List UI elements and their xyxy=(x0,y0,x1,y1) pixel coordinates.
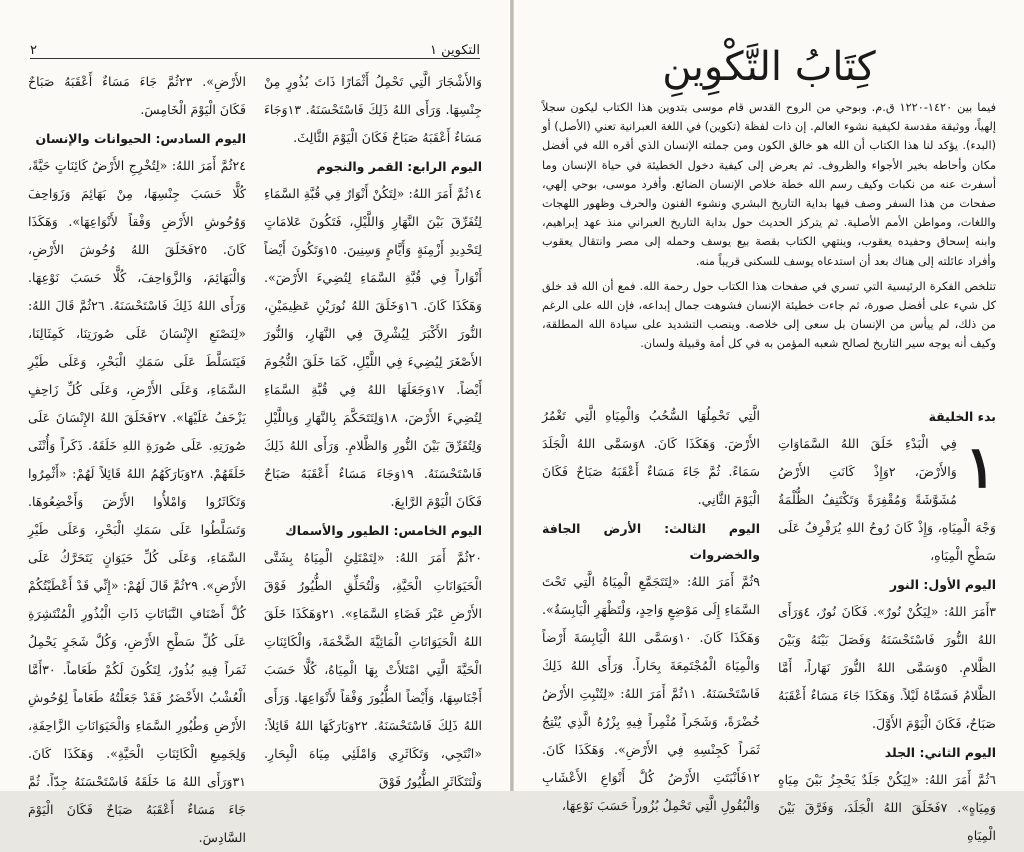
verse-paragraph: ٢٤ثُمَّ أَمَرَ اللهُ: «لِتُخْرِجِ الأَرْضُ كَائِنَاتٍ حَيَّةً، كُلًّا حَسَبَ جِنْسِهَا، مِنْ بَهَائِمَ وَزَوَاحِفَ وَوُحُوشِ الأَرْضِ وَفْقاً لأَنْوَاعِهَا». وَهَكَذَا كَانَ. ٢٥فَخَلَقَ اللهُ وُحُوشَ الأَرْضِ، وَالْبَهَائِمَ، وَالزَّوَاحِفَ، كُلًّا حَسَبَ نَوْعِهَا. وَرَأَى اللهُ ذَلِكَ فَاسْتَحْسَنَهُ. ٢٦ثُمَّ قَالَ اللهُ: «لِنَصْنَعِ الإِنْسَانَ عَلَى صُورَتِنَا، كَمِثَالِنَا، فَيَتَسَلَّطَ عَلَى سَمَكِ الْبَحْرِ، وَعَلَى طَيْرِ السَّمَاءِ، وَعَلَى الأَرْضِ، وَعَلَى كُلِّ زَاحِفٍ يَزْحَفُ عَلَيْهَا». ٢٧فَخَلَقَ اللهُ الإِنْسَانَ عَلَى صُورَتِهِ. عَلَى صُورَةِ اللهِ خَلَقَهُ. ذَكَراً وَأُنْثَى خَلَقَهُمْ. ٢٨وَبَارَكَهُمُ اللهُ قَائِلاً لَهُمْ: «أَثْمِرُوا وَتَكَاثَرُوا وَامْلأُوا الأَرْضَ وَأَخْضِعُوهَا. وَتَسَلَّطُوا عَلَى سَمَكِ الْبَحْرِ، وَعَلَى طَيْرِ السَّمَاءِ، وَعَلَى كُلِّ حَيَوَانٍ يَتَحَرَّكُ عَلَى الأَرْضِ». ٢٩ثُمَّ قَالَ لَهُمْ: «إِنِّي قَدْ أَعْطَيْتُكُمْ كُلَّ أَصْنَافِ النَّبَاتَاتِ ذَاتِ الْبُذُورِ الْمُنْتَشِرَةِ عَلَى كُلِّ سَطْحِ الأَرْضِ، وَكُلَّ شَجَرٍ يَحْمِلُ ثَمَراً فِيهِ بُذُورٌ، لِتَكُونَ لَكُمْ طَعَاماً. ٣٠أَمَّا الْعُشْبُ الأَخْضَرُ فَقَدْ جَعَلْتُهُ طَعَاماً لِوُحُوشِ الأَرْضِ وَطُيُورِ السَّمَاءِ وَالْحَيَوَانَاتِ الزَّاحِفَةِ، وَلِجَمِيعِ الْكَائِنَاتِ الْحَيَّةِ». وَهَكَذَا كَانَ. ٣١وَرَأَى اللهُ مَا خَلَقَهُ فَاسْتَحْسَنَهُ جِدّاً. ثُمَّ جَاءَ مَسَاءٌ أَعْقَبَهُ صَبَاحٌ فَكَانَ الْيَوْمَ السَّادِسَ. xyxy=(28,158,247,845)
verse-paragraph: فِي الْبَدْءِ خَلَقَ اللهُ السَّمَاوَاتِ وَالأَرْضَ، ٢وَإِذْ كَانَتِ الأَرْضُ مُشَوَّشَةً وَمُقْفِرَةً وَتَكْتَنِفُ الظُّلْمَةُ وَجْهَ الْمِيَاهِ، وَإِذْ كَانَ رُوحُ اللهِ يُرَفْرِفُ عَلَى سَطْحِ الْمِيَاهِ، xyxy=(778,436,996,563)
book-introduction xyxy=(542,98,996,360)
section-heading: اليوم الثاني: الجلد xyxy=(884,745,996,760)
text-column-left xyxy=(28,68,247,845)
text-column-left xyxy=(542,402,760,813)
section-heading: اليوم الأول: النور xyxy=(889,577,996,592)
verse-paragraph: ٣أَمَرَ اللهُ: «لِيَكُنْ نُورٌ». فَكَانَ نُورٌ، ٤وَرَأَى اللهُ النُّورَ فَاسْتَحْسَنَهُ وَفَصَلَ بَيْنَهُ وَبَيْنَ الظَّلامِ. ٥وَسَمَّى اللهُ النُّورَ نَهَاراً، أَمَّا الظَّلامُ فَسَمَّاهُ لَيْلاً. وَهَكَذَا جَاءَ مَسَاءٌ أَعْقَبَهُ صَبَاحٌ، فَكَانَ الْيَوْمَ الأَوَّلَ. xyxy=(778,604,996,731)
intro-paragraph: تتلخص الفكرة الرئيسية التي تسري في صفحات هذا الكتاب حول رحمة الله. فمع أن الله قد خلق كل شيء على أفضل صورة، ثم جاءت خطيئة الإنسان فشوهت جمال إبداعه، فإن الله على الرغم من ذلك، لم ييأس من الإنسان بل سعى إلى خلاصه. وينصب التشديد على سيادة الله المطلقة، وكيف أنه يوجه سير التاريخ لصالح شعبه المؤمن به في كل أمة وقبيلة ولسان. xyxy=(542,279,996,351)
section-heading: اليوم الرابع: القمر والنجوم xyxy=(316,159,482,174)
left-page-columns xyxy=(28,68,483,845)
running-head xyxy=(30,40,480,59)
verse-paragraph: ١٤ثُمَّ أَمَرَ اللهُ: «لِتَكُنْ أَنْوَارٌ فِي قُبَّةِ السَّمَاءِ لِتُفَرِّقَ بَيْنَ النَّهَارِ وَاللَّيْلِ، فَتَكُونَ عَلامَاتٍ لِتَحْدِيدِ أَزْمِنَةٍ وَأَيَّامٍ وَسِنِينَ. ١٥وَتَكُونَ أَيْضاً أَنْوَاراً فِي قُبَّةِ السَّمَاءِ لِتُضِيءَ الأَرْضَ». وَهَكَذَا كَانَ. ١٦وَخَلَقَ اللهُ نُورَيْنِ عَظِيمَيْنِ، النُّورَ الأَكْبَرَ لِيُشْرِقَ فِي النَّهَارِ، وَالنُّورَ الأَصْغَرَ لِيُضِيءَ فِي اللَّيْلِ، كَمَا خَلَقَ النُّجُومَ أَيْضاً. ١٧وَجَعَلَهَا اللهُ فِي قُبَّةِ السَّمَاءِ لِتُضِيءَ الأَرْضَ، ١٨وَلِتَتَحَكَّمَ بِالنَّهَارِ وَبِاللَّيْلِ وَلِتُفَرِّقَ بَيْنَ النُّورِ وَالظَّلامِ. وَرَأَى اللهُ ذَلِكَ فَاسْتَحْسَنَهُ. ١٩وَجَاءَ مَسَاءٌ أَعْقَبَهُ صَبَاحٌ فَكَانَ الْيَوْمَ الرَّابِعَ. xyxy=(264,186,483,509)
page-number: ٢ xyxy=(30,43,37,58)
left-page xyxy=(0,0,511,845)
right-page xyxy=(513,0,1024,843)
section-heading: اليوم الخامس: الطيور والأسماك xyxy=(285,523,482,538)
running-title: التكوين ١ xyxy=(429,43,480,58)
book-title: كِتَابُ التَّكْوِينِ xyxy=(662,44,876,90)
verse-paragraph: الَّتِي تَحْمِلُهَا السُّحُبُ وَالْمِيَاهِ الَّتِي تَغْمُرُ الأَرْضَ. وَهَكَذَا كَانَ. ٨وَسَمَّى اللهُ الْجَلَدَ سَمَاءً. ثُمَّ جَاءَ مَسَاءٌ أَعْقَبَهُ صَبَاحٌ فَكَانَ الْيَوْمَ الثَّانِي. xyxy=(542,408,760,507)
section-heading: اليوم الثالث: الأرض الجافة والخضروات xyxy=(542,521,760,562)
verse-paragraph: الأَرْضِ». ٢٣ثُمَّ جَاءَ مَسَاءٌ أَعْقَبَهُ صَبَاحٌ فَكَانَ الْيَوْمَ الْخَامِسَ. xyxy=(28,74,246,117)
verse-paragraph: وَالأَشْجَارَ الَّتِي تَحْمِلُ أَثْمَارًا ذَاتَ بُذُورٍ مِنْ جِنْسِهَا. وَرَأَى اللهُ ذَلِكَ فَاسْتَحْسَنَهُ. ١٣وَجَاءَ مَسَاءٌ أَعْقَبَهُ صَبَاحٌ فَكَانَ الْيَوْمَ الثَّالِثَ. xyxy=(264,74,482,145)
right-page-columns xyxy=(542,402,996,843)
verse-paragraph: ٢٠ثُمَّ أَمَرَ اللهُ: «لِتَمْتَلِئِ الْمِيَاهُ بِشَتَّى الْحَيَوَانَاتِ الْحَيَّةِ، وَلْتُحَلِّقِ الطُّيُورُ فَوْقَ الأَرْضِ عَبْرَ فَضَاءِ السَّمَاءِ». ٢١وَهَكَذَا خَلَقَ اللهُ الْحَيَوَانَاتِ الْمَائِيَّةَ الضَّخْمَةَ، وَالْكَائِنَاتِ الْحَيَّةَ الَّتِي امْتَلأَتْ بِهَا الْمِيَاهُ، كُلًّا حَسَبَ أَجْنَاسِهَا، وَأَيْضاً الطُّيُورَ وَفْقاً لأَنْوَاعِهَا. وَرَأَى اللهُ ذَلِكَ فَاسْتَحْسَنَهُ. ٢٢وَبَارَكَهَا اللهُ قَائِلاً: «انْتَجِي، وَتَكَاثَرِي وَامْلَئِي مِيَاهَ الْبِحَارِ. وَلْتَتَكَاثَرِ الطُّيُورُ فَوْقَ xyxy=(264,550,482,789)
intro-paragraph: فيما بين ١٤٢٠-١٢٢٠ ق.م. وبوحي من الروح القدس قام موسى بتدوين هذا الكتاب ليكون سجلاً إلهياً، ووثيقة مقدسة لكيفية نشوء العالم. إن ذات لفظة (تكوين) في اللغة العبرانية تعني (الأصل) أو (البدء). يؤكد لنا هذا الكتاب أن الله هو خالق الكون ومن جملته الإنسان الذي أقره الله في أفضل مكان وأحاطه بخير الأجواء والظروف. ثم يعرض إلى كيفية دخول الخطيئة في حياة الإنسان وما أسفرت عنه من نكبات وكيف رسم الله خطة خلاص الإنسان الضائع. وأفرد موسى، بوحي إلهي، صفحات من هذا السفر وصف فيها بداية التاريخ البشري ونشوء الفنون والحرف وظهور اللهجات واللغات، ومواطن الأمم الأصلية. ثم يتركز الحديث حول بداية التاريخ العبراني منذ عهد إبراهيم، وابنه إسحاق وحفيده يعقوب، وينتهي الكتاب بقصة بيع يوسف وحمله إلى مصر وانتقال يعقوب وأفراد عائلته إلى هناك بعد أن استدعاه يوسف للسكنى قريباً منه. xyxy=(542,101,996,268)
chapter-opening xyxy=(778,430,996,570)
text-column-right xyxy=(778,402,996,843)
section-heading: اليوم السادس: الحيوانات والإنسان xyxy=(35,131,246,146)
text-column-right xyxy=(264,68,483,789)
verse-paragraph: ٦ثُمَّ أَمَرَ اللهُ: «لِيَكُنْ جَلَدٌ يَحْجِزُ بَيْنَ مِيَاهٍ وَمِيَاهٍ». ٧فَخَلَقَ اللهُ الْجَلَدَ، وَفَرَّقَ بَيْنَ الْمِيَاهِ xyxy=(778,772,996,843)
verse-paragraph: ٩ثُمَّ أَمَرَ اللهُ: «لِتَتَجَمَّعِ الْمِيَاهُ الَّتِي تَحْتَ السَّمَاءِ إِلَى مَوْضِعٍ وَاحِدٍ، وَلْتَظْهَرِ الْيَابِسَةُ». وَهَكَذَا كَانَ. ١٠وَسَمَّى اللهُ الْيَابِسَةَ أَرْضاً وَالْمِيَاهَ الْمُجْتَمِعَةَ بِحَاراً. وَرَأَى اللهُ ذَلِكَ فَاسْتَحْسَنَهُ. ١١ثُمَّ أَمَرَ اللهُ: «لِتُنْبِتِ الأَرْضُ خُضْرَةً، وَشَجَراً مُثْمِراً فِيهِ بِزْرُهُ الَّذِي يُنْتِجُ ثَمَراً كَجِنْسِهِ فِي الأَرْضِ». وَهَكَذَا كَانَ. ١٢فَأَنْبَتَتِ الأَرْضُ كُلَّ أَنْوَاعِ الأَعْشَابِ وَالْبُقُولِ الَّتِي تَحْمِلُ بُزُوراً حَسَبَ نَوْعِهَا، xyxy=(542,574,760,813)
chapter-number: ١ xyxy=(964,433,996,501)
section-heading: بدء الخليقة xyxy=(928,409,996,424)
